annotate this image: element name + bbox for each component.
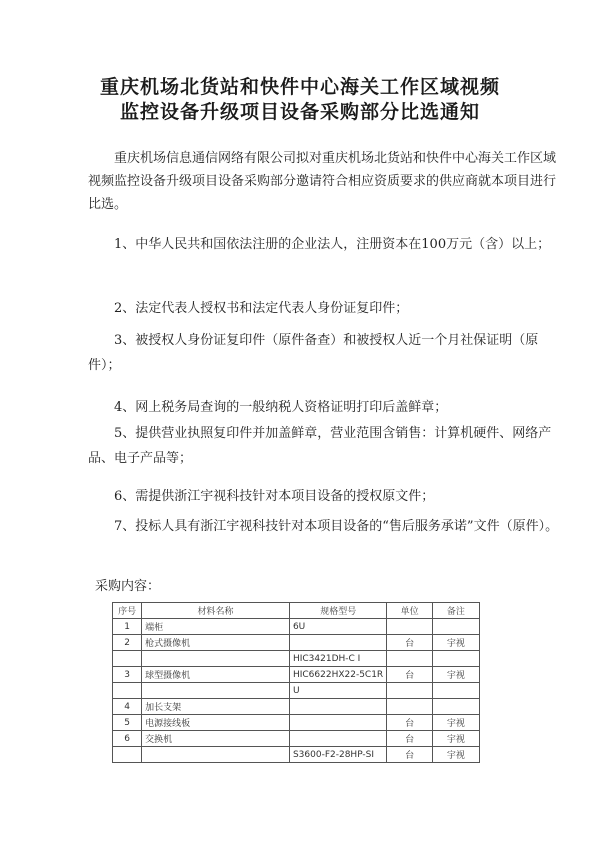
cell-note: 宇视 bbox=[432, 635, 479, 651]
cell-no bbox=[113, 683, 142, 699]
cell-no: 4 bbox=[113, 699, 142, 715]
cell-model: HIC3421DH-C I bbox=[289, 651, 387, 667]
procurement-label: 采购内容： bbox=[95, 579, 161, 594]
cell-name bbox=[142, 747, 290, 763]
table-row bbox=[113, 699, 480, 715]
intro-paragraph: 重庆机场信息通信网络有限公司拟对重庆机场北货站和快件中心海关工作区域视频监控设备升级项目设备采购部分邀请符合相应资质要求的供应商就本项目进行比选。 bbox=[88, 151, 557, 212]
requirement-item-3: 3、被授权人身份证复印件（原件备查）和被授权人近一个月社保证明（原件）； bbox=[88, 333, 539, 373]
cell-note: 宇视 bbox=[432, 715, 479, 731]
cell-model bbox=[289, 635, 387, 651]
cell-unit: 台 bbox=[387, 715, 432, 731]
cell-no: 3 bbox=[113, 667, 142, 683]
cell-unit: 台 bbox=[387, 731, 432, 747]
cell-unit: 台 bbox=[387, 667, 432, 683]
cell-unit: 台 bbox=[387, 635, 432, 651]
cell-note bbox=[432, 619, 479, 635]
table-row bbox=[113, 635, 480, 651]
cell-name bbox=[142, 683, 290, 699]
cell-note: 宇视 bbox=[432, 667, 479, 683]
table-row bbox=[113, 683, 480, 699]
table-row bbox=[113, 747, 480, 763]
cell-model bbox=[289, 715, 387, 731]
table-row bbox=[113, 731, 480, 747]
document-title-line1: 重庆机场北货站和快件中心海关工作区域视频 bbox=[99, 76, 500, 98]
table-row bbox=[113, 667, 480, 683]
cell-model: U bbox=[289, 683, 387, 699]
col-header-note: 备注 bbox=[432, 603, 479, 619]
requirement-item-5: 5、提供营业执照复印件并加盖鲜章，营业范围含销售：计算机硬件、网络产品、电子产品等； bbox=[88, 426, 552, 466]
cell-no: 2 bbox=[113, 635, 142, 651]
cell-note bbox=[432, 651, 479, 667]
cell-name: 枪式摄像机 bbox=[142, 635, 290, 651]
cell-unit bbox=[387, 619, 432, 635]
document-title-line2: 监控设备升级项目设备采购部分比选通知 bbox=[119, 101, 480, 123]
cell-note: 宇视 bbox=[432, 747, 479, 763]
cell-name: 球型摄像机 bbox=[142, 667, 290, 683]
cell-name: 交换机 bbox=[142, 731, 290, 747]
cell-model: 6U bbox=[289, 619, 387, 635]
col-header-unit: 单位 bbox=[387, 603, 432, 619]
cell-unit bbox=[387, 683, 432, 699]
cell-unit bbox=[387, 651, 432, 667]
cell-unit: 台 bbox=[387, 747, 432, 763]
requirement-item-6: 6、需提供浙江宇视科技针对本项目设备的授权原文件； bbox=[114, 489, 435, 504]
requirement-item-2: 2、法定代表人授权书和法定代表人身份证复印件； bbox=[114, 301, 409, 316]
table-header-row bbox=[113, 603, 480, 619]
cell-model: HIC6622HX22-5C1R bbox=[289, 667, 387, 683]
cell-no bbox=[113, 747, 142, 763]
cell-name: 电源接线板 bbox=[142, 715, 290, 731]
cell-name: 端柜 bbox=[142, 619, 290, 635]
requirement-item-1: 1、中华人民共和国依法注册的企业法人，注册资本在100万元（含）以上； bbox=[114, 237, 551, 252]
requirement-item-7: 7、投标人具有浙江宇视科技针对本项目设备的“售后服务承诺”文件（原件）。 bbox=[114, 519, 559, 534]
cell-model bbox=[289, 731, 387, 747]
cell-no bbox=[113, 651, 142, 667]
cell-model bbox=[289, 699, 387, 715]
cell-name: 加长支架 bbox=[142, 699, 290, 715]
requirement-item-4: 4、网上税务局查询的一般纳税人资格证明打印后盖鲜章； bbox=[114, 400, 448, 415]
cell-note bbox=[432, 699, 479, 715]
cell-name bbox=[142, 651, 290, 667]
cell-note: 宇视 bbox=[432, 731, 479, 747]
cell-no: 5 bbox=[113, 715, 142, 731]
col-header-no: 序号 bbox=[113, 603, 142, 619]
cell-note bbox=[432, 683, 479, 699]
cell-model: S3600-F2-28HP-SI bbox=[289, 747, 387, 763]
cell-no: 6 bbox=[113, 731, 142, 747]
cell-unit bbox=[387, 699, 432, 715]
table-row bbox=[113, 651, 480, 667]
col-header-model: 规格型号 bbox=[289, 603, 387, 619]
col-header-name: 材料名称 bbox=[142, 603, 290, 619]
cell-no: 1 bbox=[113, 619, 142, 635]
table-row bbox=[113, 619, 480, 635]
table-row bbox=[113, 715, 480, 731]
procurement-table bbox=[112, 602, 480, 763]
